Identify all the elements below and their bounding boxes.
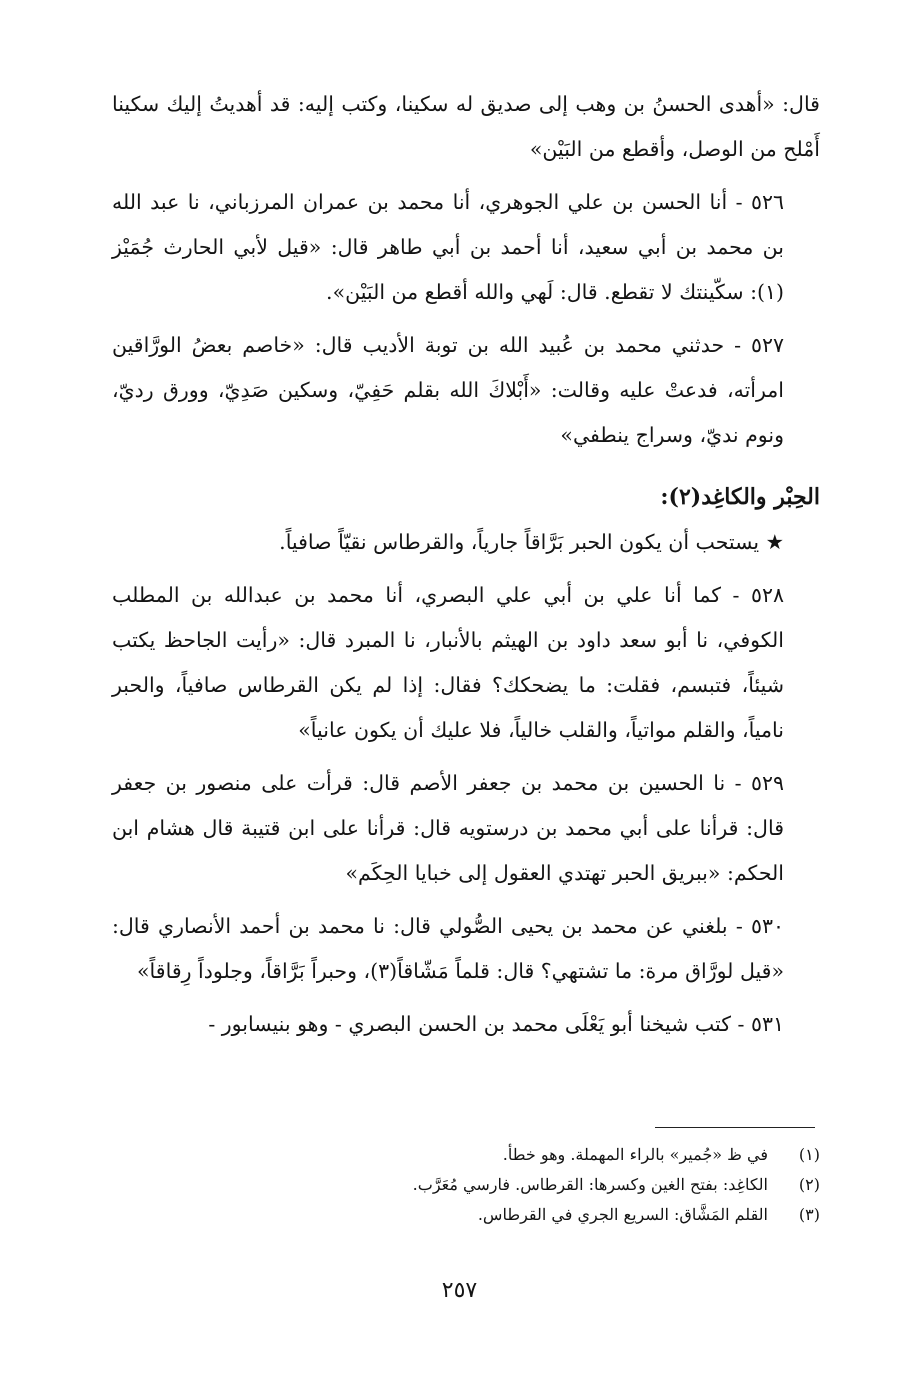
paragraph-intro: قال: «أهدى الحسنُ بن وهب إلى صديق له سكينا، وكتب إليه: قد أهديتُ إليك سكينا أَمْلح من الوصل، وأقطع من البَيْن» — [112, 92, 820, 161]
footnotes — [112, 1140, 820, 1230]
footnote-number: (٢) — [798, 1175, 820, 1194]
footnote-number: (٣) — [798, 1205, 820, 1224]
footnote-2 — [112, 1170, 820, 1200]
paragraph-527: ٥٢٧ - حدثني محمد بن عُبيد الله بن توبة الأديب قال: «خاصم بعضُ الورَّاقين امرأته، فدعتْ عليه وقالت: «أَبْلاكَ الله بقلم حَفِيّ، وسكين صَدِيّ، وورق رديّ، ونوم نديّ، وسراج ينطفي» — [112, 333, 784, 447]
footnote-divider — [655, 1127, 815, 1128]
section-heading: الحِبْر والكاغِد(٢): — [660, 484, 820, 510]
star-note: ★ يستحب أن يكون الحبر بَرَّاقاً جارياً، والقرطاس نقيّاً صافياً. — [279, 530, 784, 554]
footnote-1 — [112, 1140, 820, 1170]
footnote-3 — [112, 1200, 820, 1230]
footnote-text: في ظ «جُمير» بالراء المهملة. وهو خطأ. — [502, 1145, 768, 1164]
page-number: ٢٥٧ — [441, 1278, 478, 1303]
paragraph-526: ٥٢٦ - أنا الحسن بن علي الجوهري، أنا محمد بن عمران المرزباني، نا عبد الله بن محمد بن أبي سعيد، أنا أحمد بن أبي طاهر قال: «قيل لأبي الحارث جُمَيْز (١): سكّينتك لا تقطع. قال: لَهي والله أقطع من البَيْن». — [112, 190, 784, 304]
footnote-text: القلم المَشَّاق: السريع الجري في القرطاس. — [477, 1205, 768, 1224]
paragraph-529: ٥٢٩ - نا الحسين بن محمد بن جعفر الأصم قال: قرأت على منصور بن جعفر قال: قرأنا على أبي محمد بن درستويه قال: قرأنا على ابن قتيبة قال هشام ابن الحكم: «ببريق الحبر تهتدي العقول إلى خبايا الحِكَم» — [112, 771, 784, 885]
paragraph-530: ٥٣٠ - بلغني عن محمد بن يحيى الصُّولي قال: نا محمد بن أحمد الأنصاري قال: «قيل لورَّاق مرة: ما تشتهي؟ قال: قلماً مَشّاقاً(٣)، وحبراً بَرَّاقاً، وجلوداً رِقاقاً» — [112, 914, 784, 983]
paragraph-531: ٥٣١ - كتب شيخنا أبو يَعْلَى محمد بن الحسن البصري - وهو بنيسابور - — [208, 1012, 784, 1036]
footnote-text: الكاغِد: بفتح الغين وكسرها: القرطاس. فارسي مُعَرَّب. — [412, 1175, 768, 1194]
paragraph-528: ٥٢٨ - كما أنا علي بن أبي علي البصري، أنا محمد بن عبدالله بن المطلب الكوفي، نا أبو سعد داود بن الهيثم بالأنبار، نا المبرد قال: «رأيت الجاحظ يكتب شيئاً، فتبسم، فقلت: ما يضحكك؟ فقال: إذا لم يكن القرطاس صافياً، والحبر نامياً، والقلم مواتياً، والقلب خالياً، فلا عليك أن يكون عانياً» — [112, 583, 784, 742]
page-body — [112, 82, 820, 1055]
footnote-number: (١) — [798, 1145, 820, 1164]
